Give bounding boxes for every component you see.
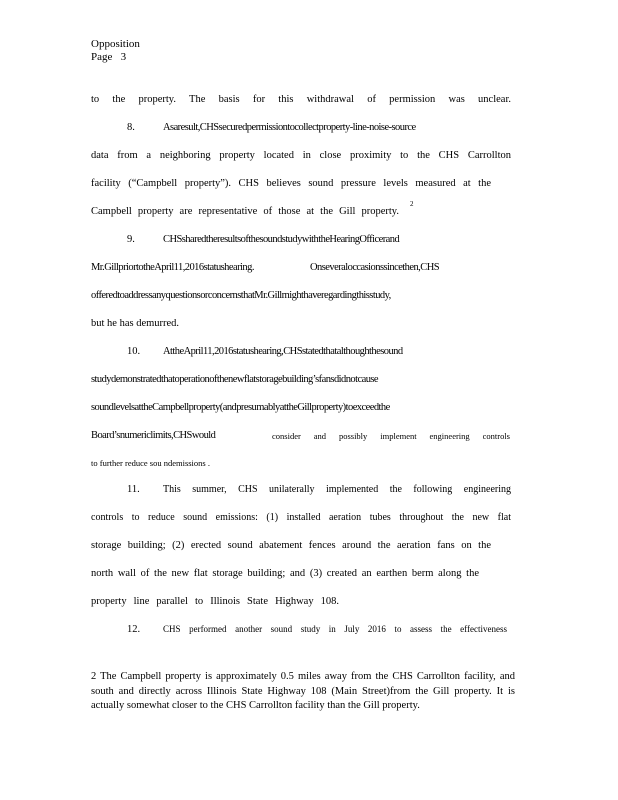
body-line: Onseveraloccasionssincethen,CHS	[310, 262, 440, 273]
footnote: 2 The Campbell property is approximately 0.5 miles away from the CHS Carrollton facility, and south and directly across Illinois State Highway 108 (Main Street)from the Gill property. It is actually somewhat closer to the CHS Carrollton facility than the Gill property.	[91, 671, 515, 711]
body-line: AttheApril11,2016statushearing,CHSstatedthatalthoughthesound	[163, 346, 403, 357]
body-line: CHS performed another sound study in July 2016 to assess the effectiveness	[163, 624, 507, 634]
body-line: but he has demurred.	[91, 318, 180, 329]
paragraph-number: 11.	[127, 484, 140, 495]
header-page-number: Page 3	[91, 51, 127, 63]
paragraph-number: 12.	[127, 624, 141, 635]
body-line: Mr.GillpriortotheApril11,2016statushearing.	[91, 262, 254, 273]
paragraph-number: 8.	[127, 122, 135, 133]
body-line: property line parallel to Illinois State Highway 108.	[91, 596, 339, 607]
body-line: CHSsharedtheresultsofthesoundstudywiththeHearingOfficerand	[163, 234, 400, 245]
body-line: consider and possibly implement engineering controls	[272, 431, 510, 441]
body-line: to the property. The basis for this withdrawal of permission was unclear.	[91, 94, 511, 105]
paragraph-number: 9.	[127, 234, 135, 245]
body-line: Board’snumericlimits,CHSwould	[91, 430, 216, 441]
page-header	[91, 38, 140, 64]
body-line: studydemonstratedthatoperationofthenewflatstoragebuilding’sfansdidnotcause	[91, 374, 379, 385]
paragraph-number: 10.	[127, 346, 141, 357]
body-line: facility (“Campbell property”). CHS believes sound pressure levels measured at the	[91, 178, 491, 189]
body-line: storage building; (2) erected sound abatement fences around the aeration fans on the	[91, 540, 491, 551]
body-line: controls to reduce sound emissions: (1) installed aeration tubes throughout the new flat	[91, 512, 511, 523]
body-line: to further reduce sou ndemissions .	[91, 458, 210, 468]
body-line: north wall of the new flat storage building; and (3) created an earthen berm along the	[91, 568, 479, 579]
header-title: Opposition	[91, 38, 140, 50]
body-line: data from a neighboring property located in close proximity to the CHS Carrollton	[91, 150, 511, 161]
body-line: offeredtoaddressanyquestionsorconcernsthatMr.Gillmighthaveregardingthisstudy,	[91, 290, 391, 301]
body-line: Campbell property are representative of those at the Gill property.	[91, 206, 399, 217]
body-line: Asaresult,CHSsecuredpermissiontocollectproperty-line-noise-source	[163, 122, 416, 133]
body-line: soundlevelsattheCampbellproperty(andpresumablyattheGillproperty)toexceedthe	[91, 402, 390, 413]
body-line: This summer, CHS unilaterally implemented the following engineering	[163, 484, 511, 495]
footnote-reference: 2	[410, 200, 414, 208]
